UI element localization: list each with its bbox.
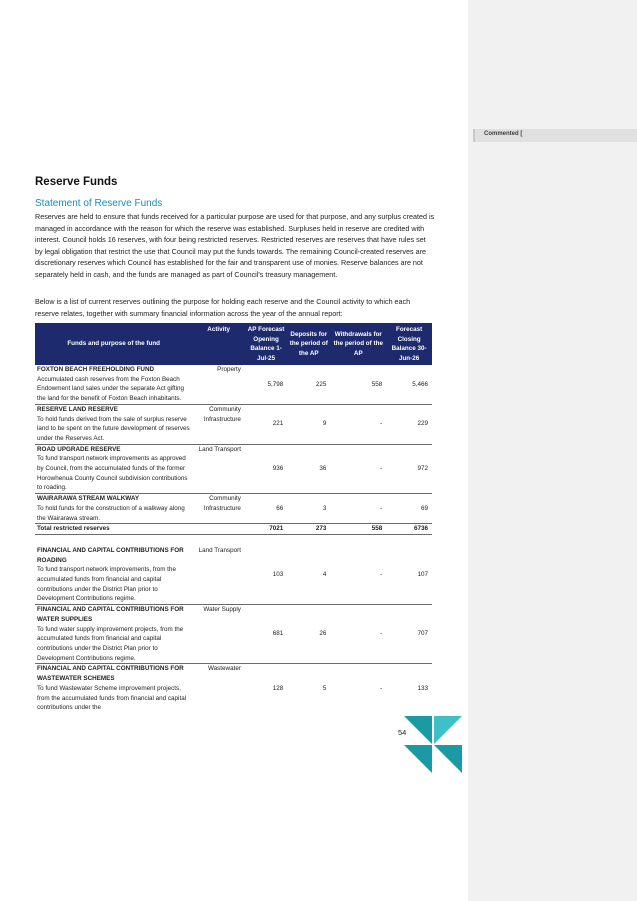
opening-balance: 5,798	[245, 365, 287, 404]
fund-purpose: To fund water supply improvement projects, from the accumulated funds from financial and capital contributions under the District Plan prior to Development Contributions regime.	[37, 625, 184, 662]
list-intro-paragraph: Below is a list of current reserves outlining the purpose for holding each reserve and the Council activity to which each reserve relates, together with summary financial information across the year of the annual report:	[35, 297, 411, 318]
closing-balance: 107	[386, 546, 432, 605]
comment-pane	[468, 0, 637, 901]
total-withdrawals: 558	[330, 524, 386, 535]
fund-purpose: To hold funds for the construction of a walkway along the Wairarawa stream.	[37, 504, 185, 522]
table-row	[35, 444, 432, 494]
reserve-funds-table	[35, 323, 432, 713]
withdrawals: 558	[330, 365, 386, 404]
section-subheading: Statement of Reserve Funds	[35, 198, 163, 209]
opening-balance: 103	[245, 546, 287, 605]
fund-activity: Land Transport	[192, 444, 245, 494]
fund-activity: Wastewater	[207, 665, 241, 673]
page-number: 54	[398, 728, 407, 737]
closing-balance: 229	[386, 404, 432, 444]
deposits: 3	[287, 494, 330, 524]
fund-name: RESERVE LAND RESERVE	[37, 405, 118, 413]
opening-balance: 128	[272, 684, 284, 692]
fund-purpose: To fund transport network improvements as approved by Council, from the accumulated funds of the former Horowhenua County Council subdivision contributions to roading.	[37, 455, 188, 492]
fund-purpose: To fund transport network improvements, from the accumulated funds from financial and capital contributions under the District Plan prior to Development Contributions regime.	[37, 566, 176, 603]
total-closing: 6736	[386, 524, 432, 535]
closing-balance: 707	[386, 605, 432, 664]
fund-name: FINANCIAL AND CAPITAL CONTRIBUTIONS FOR ROADING	[37, 546, 184, 564]
header-closing: Forecast Closing Balance 30-Jun-26	[386, 323, 432, 365]
teal-triangle-top	[404, 716, 432, 744]
total-deposits: 273	[287, 524, 330, 535]
total-row	[35, 524, 432, 535]
spacer-row	[35, 534, 432, 546]
comment-balloon[interactable]	[473, 129, 637, 142]
opening-balance: 681	[245, 605, 287, 664]
withdrawals: -	[330, 605, 386, 664]
table-row	[35, 365, 432, 404]
fund-activity: Water Supply	[192, 605, 245, 664]
teal-triangle-light	[434, 716, 462, 744]
withdrawals: -	[330, 546, 386, 605]
deposits: 225	[287, 365, 330, 404]
comment-label: Commented [	[484, 131, 523, 137]
deposits: 36	[287, 444, 330, 494]
withdrawals: -	[380, 684, 383, 692]
fund-purpose: Accumulated cash reserves from the Foxton Beach Endowment land sales under the separate Act gifting the land for the benefit of Foxton Beach inhabitants.	[37, 375, 185, 403]
deposits: 9	[287, 404, 330, 444]
fund-name: FOXTON BEACH FREEHOLDING FUND	[37, 366, 155, 373]
total-opening: 7021	[245, 524, 287, 535]
table-row	[35, 546, 432, 605]
withdrawals: -	[330, 404, 386, 444]
total-label: Total restricted reserves	[35, 524, 192, 535]
withdrawals: -	[330, 444, 386, 494]
table-row	[35, 404, 432, 444]
fund-purpose: To hold funds derived from the sale of surplus reserve land to be spent on the future development of reserves under the Reserves Act.	[37, 415, 190, 442]
closing-balance: 972	[386, 444, 432, 494]
fund-activity: Land Transport	[192, 546, 245, 605]
header-opening: AP Forecast Opening Balance 1-Jul-25	[245, 323, 287, 365]
deposits: 5	[322, 684, 327, 692]
opening-balance: 936	[245, 444, 287, 494]
closing-balance: 69	[386, 494, 432, 524]
fund-activity: Property	[192, 365, 245, 404]
fund-name: ROAD UPGRADE RESERVE	[37, 445, 121, 453]
table-row	[35, 605, 432, 664]
table-row	[35, 494, 432, 524]
intro-paragraph: Reserves are held to ensure that funds received for a particular purpose are used for that purpose, and any surplus created is managed in accordance with the reason for which the reserve was established. Surpluses held in reserve are credited with interest. Council holds 16 reserves, with four being restricted reserves. Restricted reserves are reserves that have rules set by legal obligation that restrict the use that Council may put the funds towards. The remaining Council-created reserves are discretionary reserves which Council has established for the fair and transparent use of monies. Reserve balances are not separately held in cash, and the funds are managed as part of Council's treasury management.	[35, 212, 435, 279]
fund-name: FINANCIAL AND CAPITAL CONTRIBUTIONS FOR WATER SUPPLIES	[37, 606, 184, 623]
teal-triangle-bottom-left	[404, 745, 432, 773]
opening-balance: 221	[245, 404, 287, 444]
teal-triangle-bottom-right	[434, 745, 462, 773]
deposits: 26	[287, 605, 330, 664]
page-title: Reserve Funds	[35, 176, 118, 188]
header-deposits: Deposits for the period of the AP	[287, 323, 330, 365]
table-header-row	[35, 323, 432, 365]
corner-decoration-icon	[404, 716, 468, 774]
closing-balance: 133	[417, 684, 428, 692]
table-row	[35, 664, 432, 713]
fund-activity: Community Infrastructure	[192, 494, 245, 524]
fund-purpose: To fund Wastewater Scheme improvement projects, from the accumulated funds from financial and capital contributions under the	[37, 684, 187, 712]
closing-balance: 5,466	[386, 365, 432, 404]
opening-balance: 66	[245, 494, 287, 524]
fund-name: FINANCIAL AND CAPITAL CONTRIBUTIONS FOR WASTEWATER SCHEMES	[37, 665, 184, 683]
withdrawals: -	[330, 494, 386, 524]
header-activity: Activity	[192, 323, 245, 365]
fund-name: WAIRARAWA STREAM WALKWAY	[37, 495, 140, 503]
header-fund: Funds and purpose of the fund	[35, 323, 192, 365]
header-withdrawals: Withdrawals for the period of the AP	[330, 323, 386, 365]
deposits: 4	[287, 546, 330, 605]
fund-activity: Community Infrastructure	[192, 404, 245, 444]
